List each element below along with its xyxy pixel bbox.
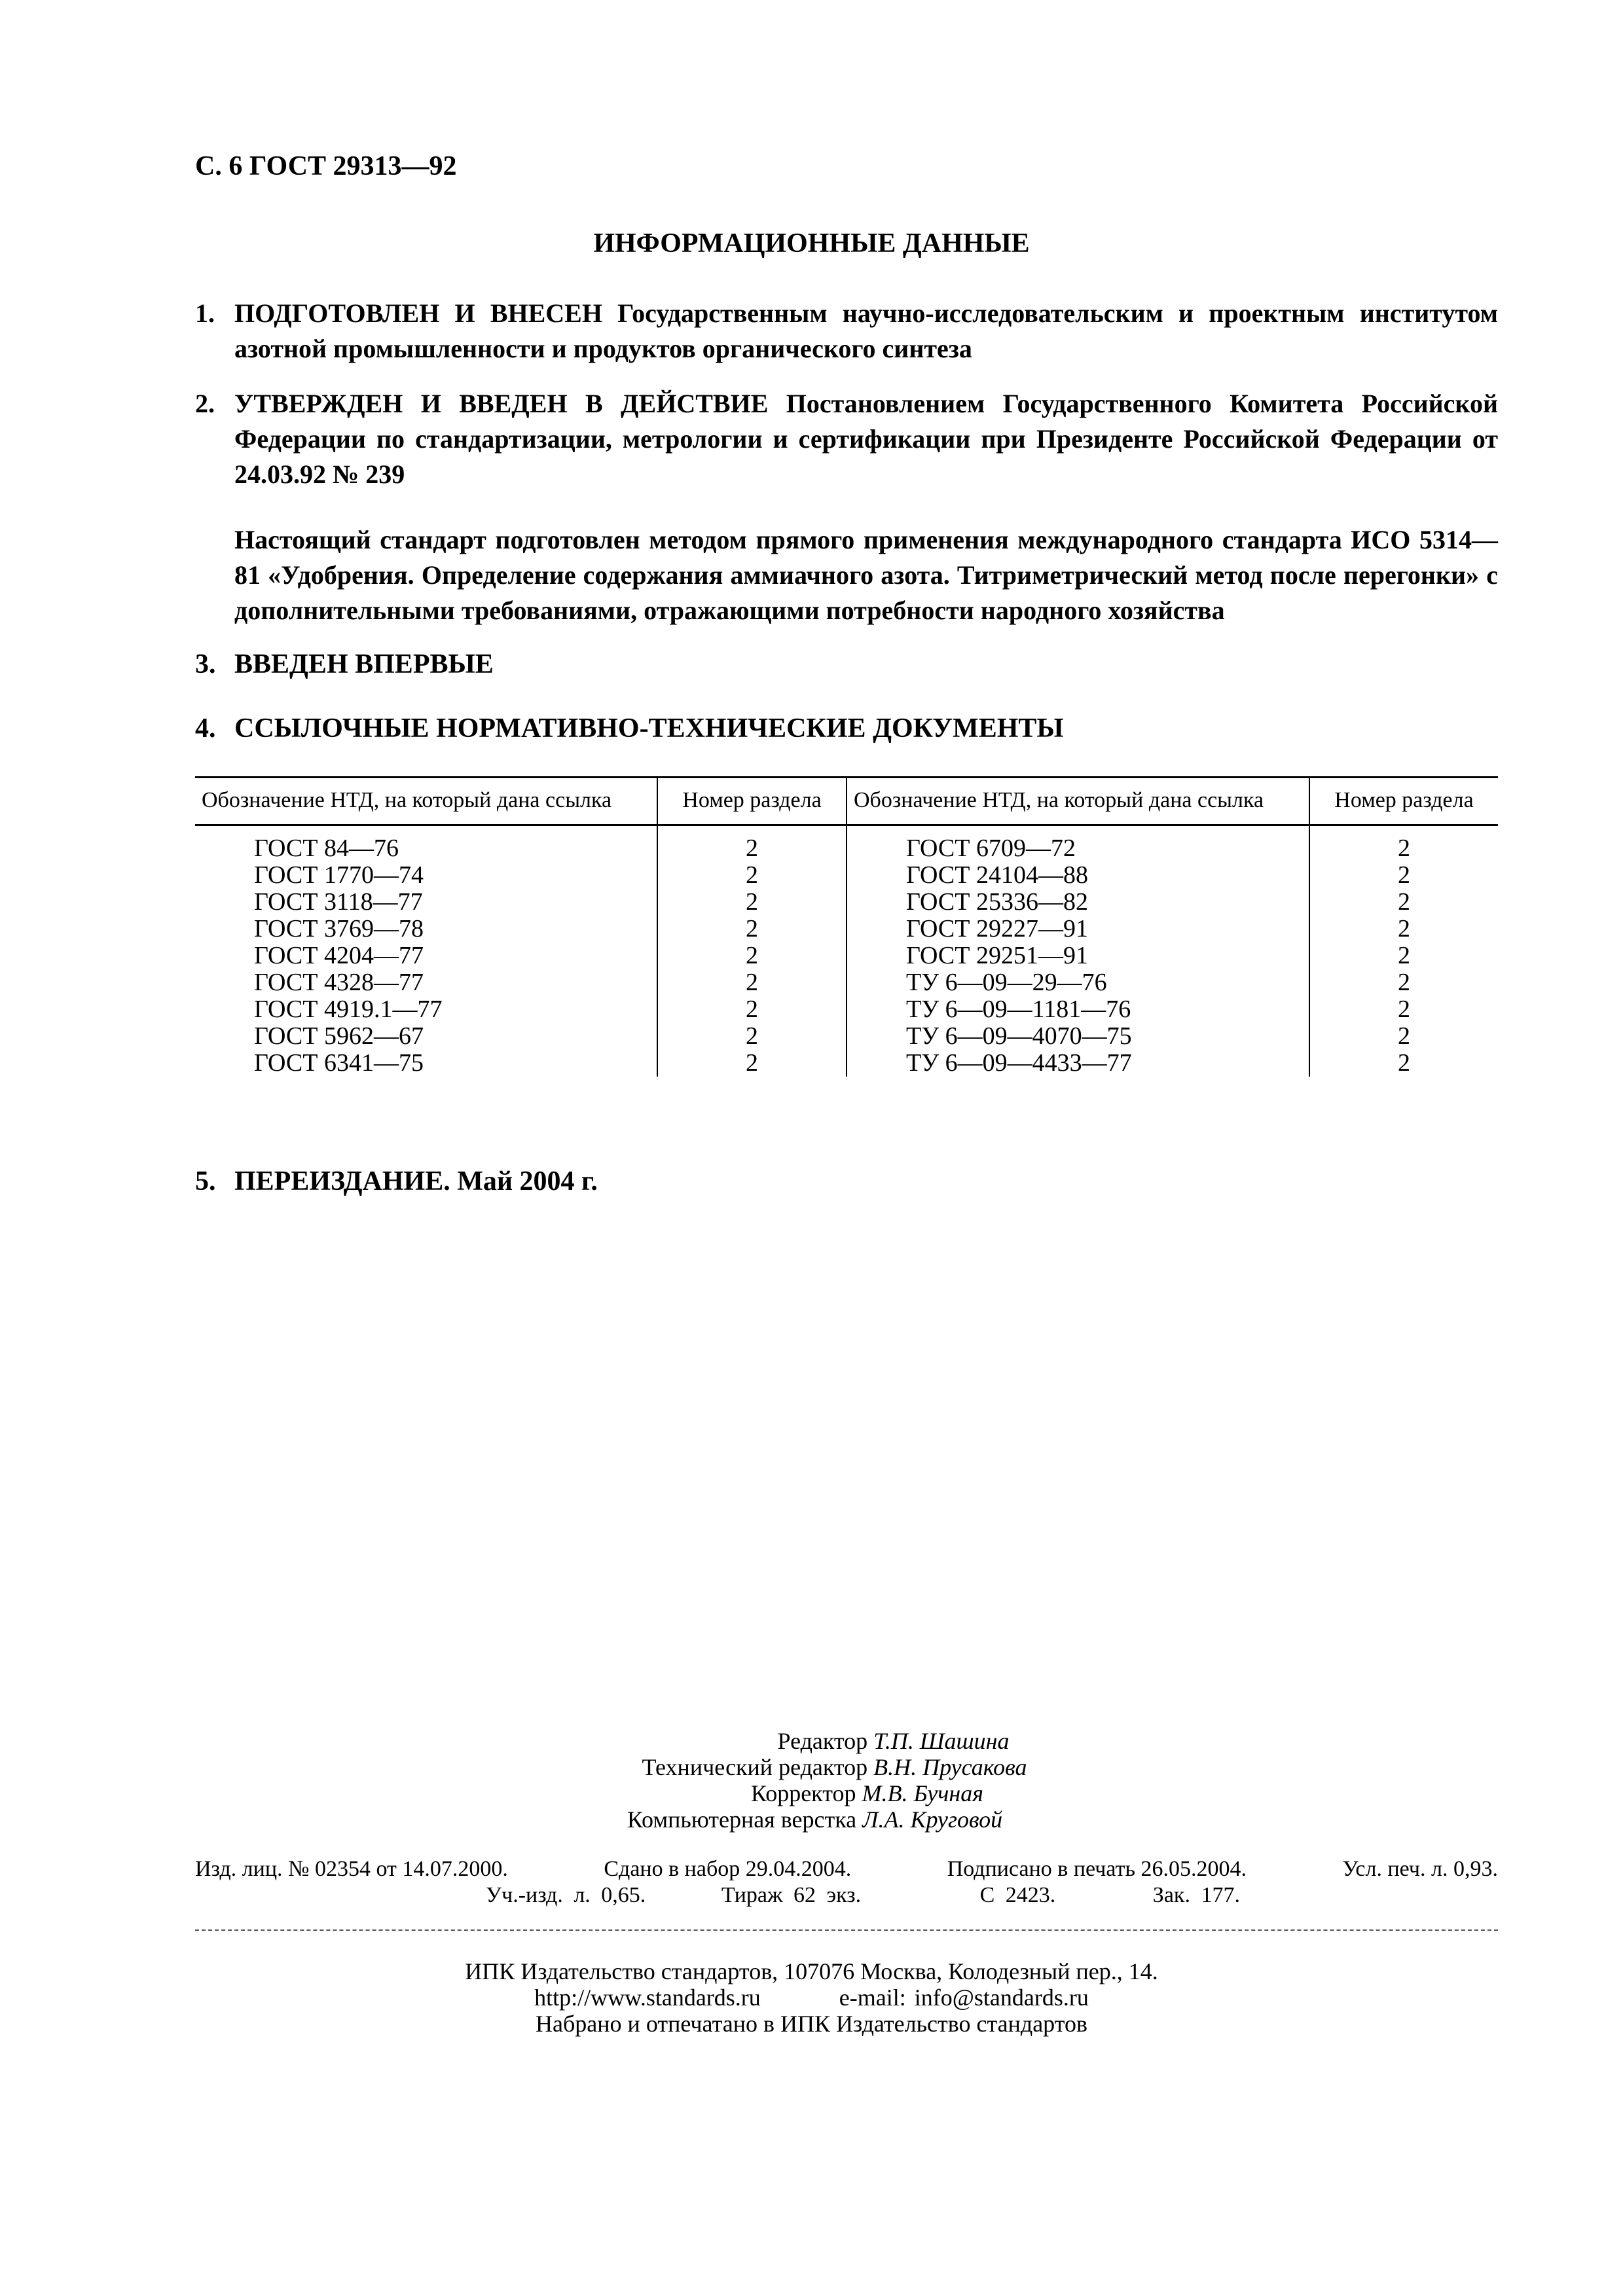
- item-lead: ВВЕДЕН ВПЕРВЫЕ: [234, 649, 494, 679]
- page-header: С. 6 ГОСТ 29313—92: [195, 151, 457, 181]
- imprint-circulation: Тираж 62 экз.: [721, 1883, 862, 1907]
- publisher-footer: [0, 1958, 1623, 2037]
- table-header-row: [195, 778, 1498, 825]
- doc-designation: ГОСТ 24104—88: [847, 862, 1309, 889]
- item-reissue: [195, 1164, 1498, 1199]
- column-header: Обозначение НТД, на который дана ссылка: [195, 778, 657, 825]
- column-header: Обозначение НТД, на который дана ссылка: [847, 778, 1309, 825]
- credit-editor: [0, 1728, 1623, 1754]
- table-row: [195, 996, 1498, 1023]
- publisher-contacts: [0, 1984, 1623, 2011]
- section-number: 2: [657, 1050, 847, 1077]
- table-row: [195, 825, 1498, 863]
- item-first-introduced: [195, 647, 1498, 682]
- imprint-code: С 2423.: [979, 1883, 1056, 1907]
- section-number: 2: [657, 1023, 847, 1050]
- doc-designation: ГОСТ 25336—82: [847, 889, 1309, 916]
- website-link[interactable]: http://www.standards.ru: [534, 1984, 761, 2011]
- section-number: 2: [657, 862, 847, 889]
- item-number: 3.: [195, 649, 216, 679]
- section-number: 2: [1309, 862, 1498, 889]
- credit-proofreader: [0, 1780, 1623, 1806]
- section-number: 2: [657, 942, 847, 969]
- item-number: 4.: [195, 713, 216, 744]
- doc-designation: ГОСТ 3769—78: [254, 915, 424, 942]
- item-text: Государственным научно-исследовательским и проектным институтом азотной промышленности и продуктов органического синтеза: [234, 298, 1499, 363]
- doc-designation: ТУ 6—09—4433—77: [847, 1050, 1309, 1077]
- imprint-typeset-date: Сдано в набор 29.04.2004.: [604, 1857, 852, 1881]
- credit-role: Технический редактор: [642, 1754, 868, 1780]
- section-number: 2: [1309, 996, 1498, 1023]
- table-row: [195, 916, 1498, 942]
- imprint-publisher-sheets: Уч.-изд. л. 0,65.: [486, 1883, 646, 1907]
- item-lead: УТВЕРЖДЕН И ВВЕДЕН В ДЕЙСТВИЕ: [234, 389, 769, 418]
- doc-designation: ГОСТ 1770—74: [254, 861, 424, 889]
- credit-name: Л.А. Круговой: [862, 1806, 1003, 1833]
- doc-designation: ГОСТ 4919.1—77: [254, 996, 443, 1023]
- credit-role: Редактор: [777, 1728, 868, 1754]
- section-number: 2: [1309, 969, 1498, 996]
- section-number: 2: [1309, 916, 1498, 942]
- doc-designation: ГОСТ 29227—91: [847, 916, 1309, 942]
- section-number: 2: [657, 825, 847, 863]
- doc-designation: ГОСТ 6709—72: [847, 825, 1309, 863]
- item-lead: ССЫЛОЧНЫЕ НОРМАТИВНО-ТЕХНИЧЕСКИЕ ДОКУМЕНТЫ: [234, 713, 1064, 744]
- section-number: 2: [1309, 825, 1498, 863]
- table-row: [195, 889, 1498, 916]
- item-lead: ПОДГОТОВЛЕН И ВНЕСЕН: [234, 298, 602, 328]
- section-number: 2: [1309, 1050, 1498, 1077]
- doc-designation: ГОСТ 4204—77: [254, 942, 424, 969]
- imprint-print-date: Подписано в печать 26.05.2004.: [947, 1857, 1247, 1881]
- section-number: 2: [657, 969, 847, 996]
- doc-designation: ГОСТ 3118—77: [254, 888, 423, 916]
- doc-designation: ГОСТ 29251—91: [847, 942, 1309, 969]
- credit-tech-editor: [0, 1754, 1623, 1780]
- reference-table: [195, 776, 1498, 1077]
- section-number: 2: [657, 916, 847, 942]
- credit-name: В.Н. Прусакова: [873, 1754, 1027, 1780]
- credit-name: М.В. Бучная: [862, 1780, 983, 1806]
- imprint-order: Зак. 177.: [1152, 1883, 1240, 1907]
- section-number: 2: [657, 996, 847, 1023]
- section-number: 2: [1309, 1023, 1498, 1050]
- doc-designation: ГОСТ 5962—67: [254, 1022, 424, 1050]
- imprint-printed-sheets: Усл. печ. л. 0,93.: [1342, 1857, 1498, 1881]
- table-row: [195, 969, 1498, 996]
- column-header: Номер раздела: [657, 778, 847, 825]
- section-number: 2: [1309, 942, 1498, 969]
- table-row: [195, 1023, 1498, 1050]
- imprint-license: Изд. лиц. № 02354 от 14.07.2000.: [195, 1857, 508, 1881]
- printed-by: Набрано и отпечатано в ИПК Издательство стандартов: [536, 2011, 1087, 2037]
- credit-name: Т.П. Шашина: [873, 1728, 1010, 1754]
- doc-designation: ГОСТ 4328—77: [254, 969, 424, 996]
- doc-designation: ТУ 6—09—29—76: [847, 969, 1309, 996]
- publisher-address: ИПК Издательство стандартов, 107076 Москва, Колодезный пер., 14.: [465, 1958, 1158, 1984]
- item-prepared-by: [195, 296, 1498, 367]
- doc-designation: ГОСТ 84—76: [254, 834, 399, 862]
- item-text: Постановлением Государственного Комитета Российской Федерации по стандартизации, метрологии и сертификации при Президенте Российской Федерации от 24.03.92 № 239: [234, 389, 1498, 489]
- item-reference-docs: [195, 711, 1498, 746]
- item-number: 5.: [195, 1166, 216, 1196]
- imprint-line-1: [195, 1856, 1498, 1882]
- column-header: Номер раздела: [1309, 778, 1498, 825]
- imprint-line-2: [195, 1882, 1498, 1909]
- email-link[interactable]: e-mail: info@standards.ru: [839, 1984, 1089, 2011]
- item-number: 1.: [195, 298, 215, 328]
- item-standard-note: [195, 522, 1498, 628]
- item-approved: [195, 386, 1498, 492]
- credits-block: [0, 1728, 1623, 1833]
- doc-designation: ТУ 6—09—4070—75: [847, 1023, 1309, 1050]
- item-text: Настоящий стандарт подготовлен методом прямого применения международного стандарта ИСО 5314—81 «Удобрения. Определение содержания аммиачного азота. Титриметрический метод после перегонки» с дополнительными требованиями, отражающими потребности народного хозяйства: [234, 525, 1498, 625]
- credit-layout: [0, 1806, 1623, 1833]
- dashed-divider: [195, 1929, 1498, 1931]
- section-number: 2: [1309, 889, 1498, 916]
- section-number: 2: [657, 889, 847, 916]
- item-number: 2.: [195, 389, 215, 418]
- item-lead: ПЕРЕИЗДАНИЕ.: [234, 1166, 450, 1196]
- table-row: [195, 1050, 1498, 1077]
- table-row: [195, 862, 1498, 889]
- credit-role: Компьютерная верстка: [627, 1806, 857, 1833]
- doc-designation: ТУ 6—09—1181—76: [847, 996, 1309, 1023]
- item-text: Май 2004 г.: [450, 1166, 598, 1196]
- document-title: ИНФОРМАЦИОННЫЕ ДАННЫЕ: [593, 228, 1030, 259]
- credit-role: Корректор: [750, 1780, 856, 1806]
- table-row: [195, 942, 1498, 969]
- doc-designation: ГОСТ 6341—75: [254, 1049, 424, 1077]
